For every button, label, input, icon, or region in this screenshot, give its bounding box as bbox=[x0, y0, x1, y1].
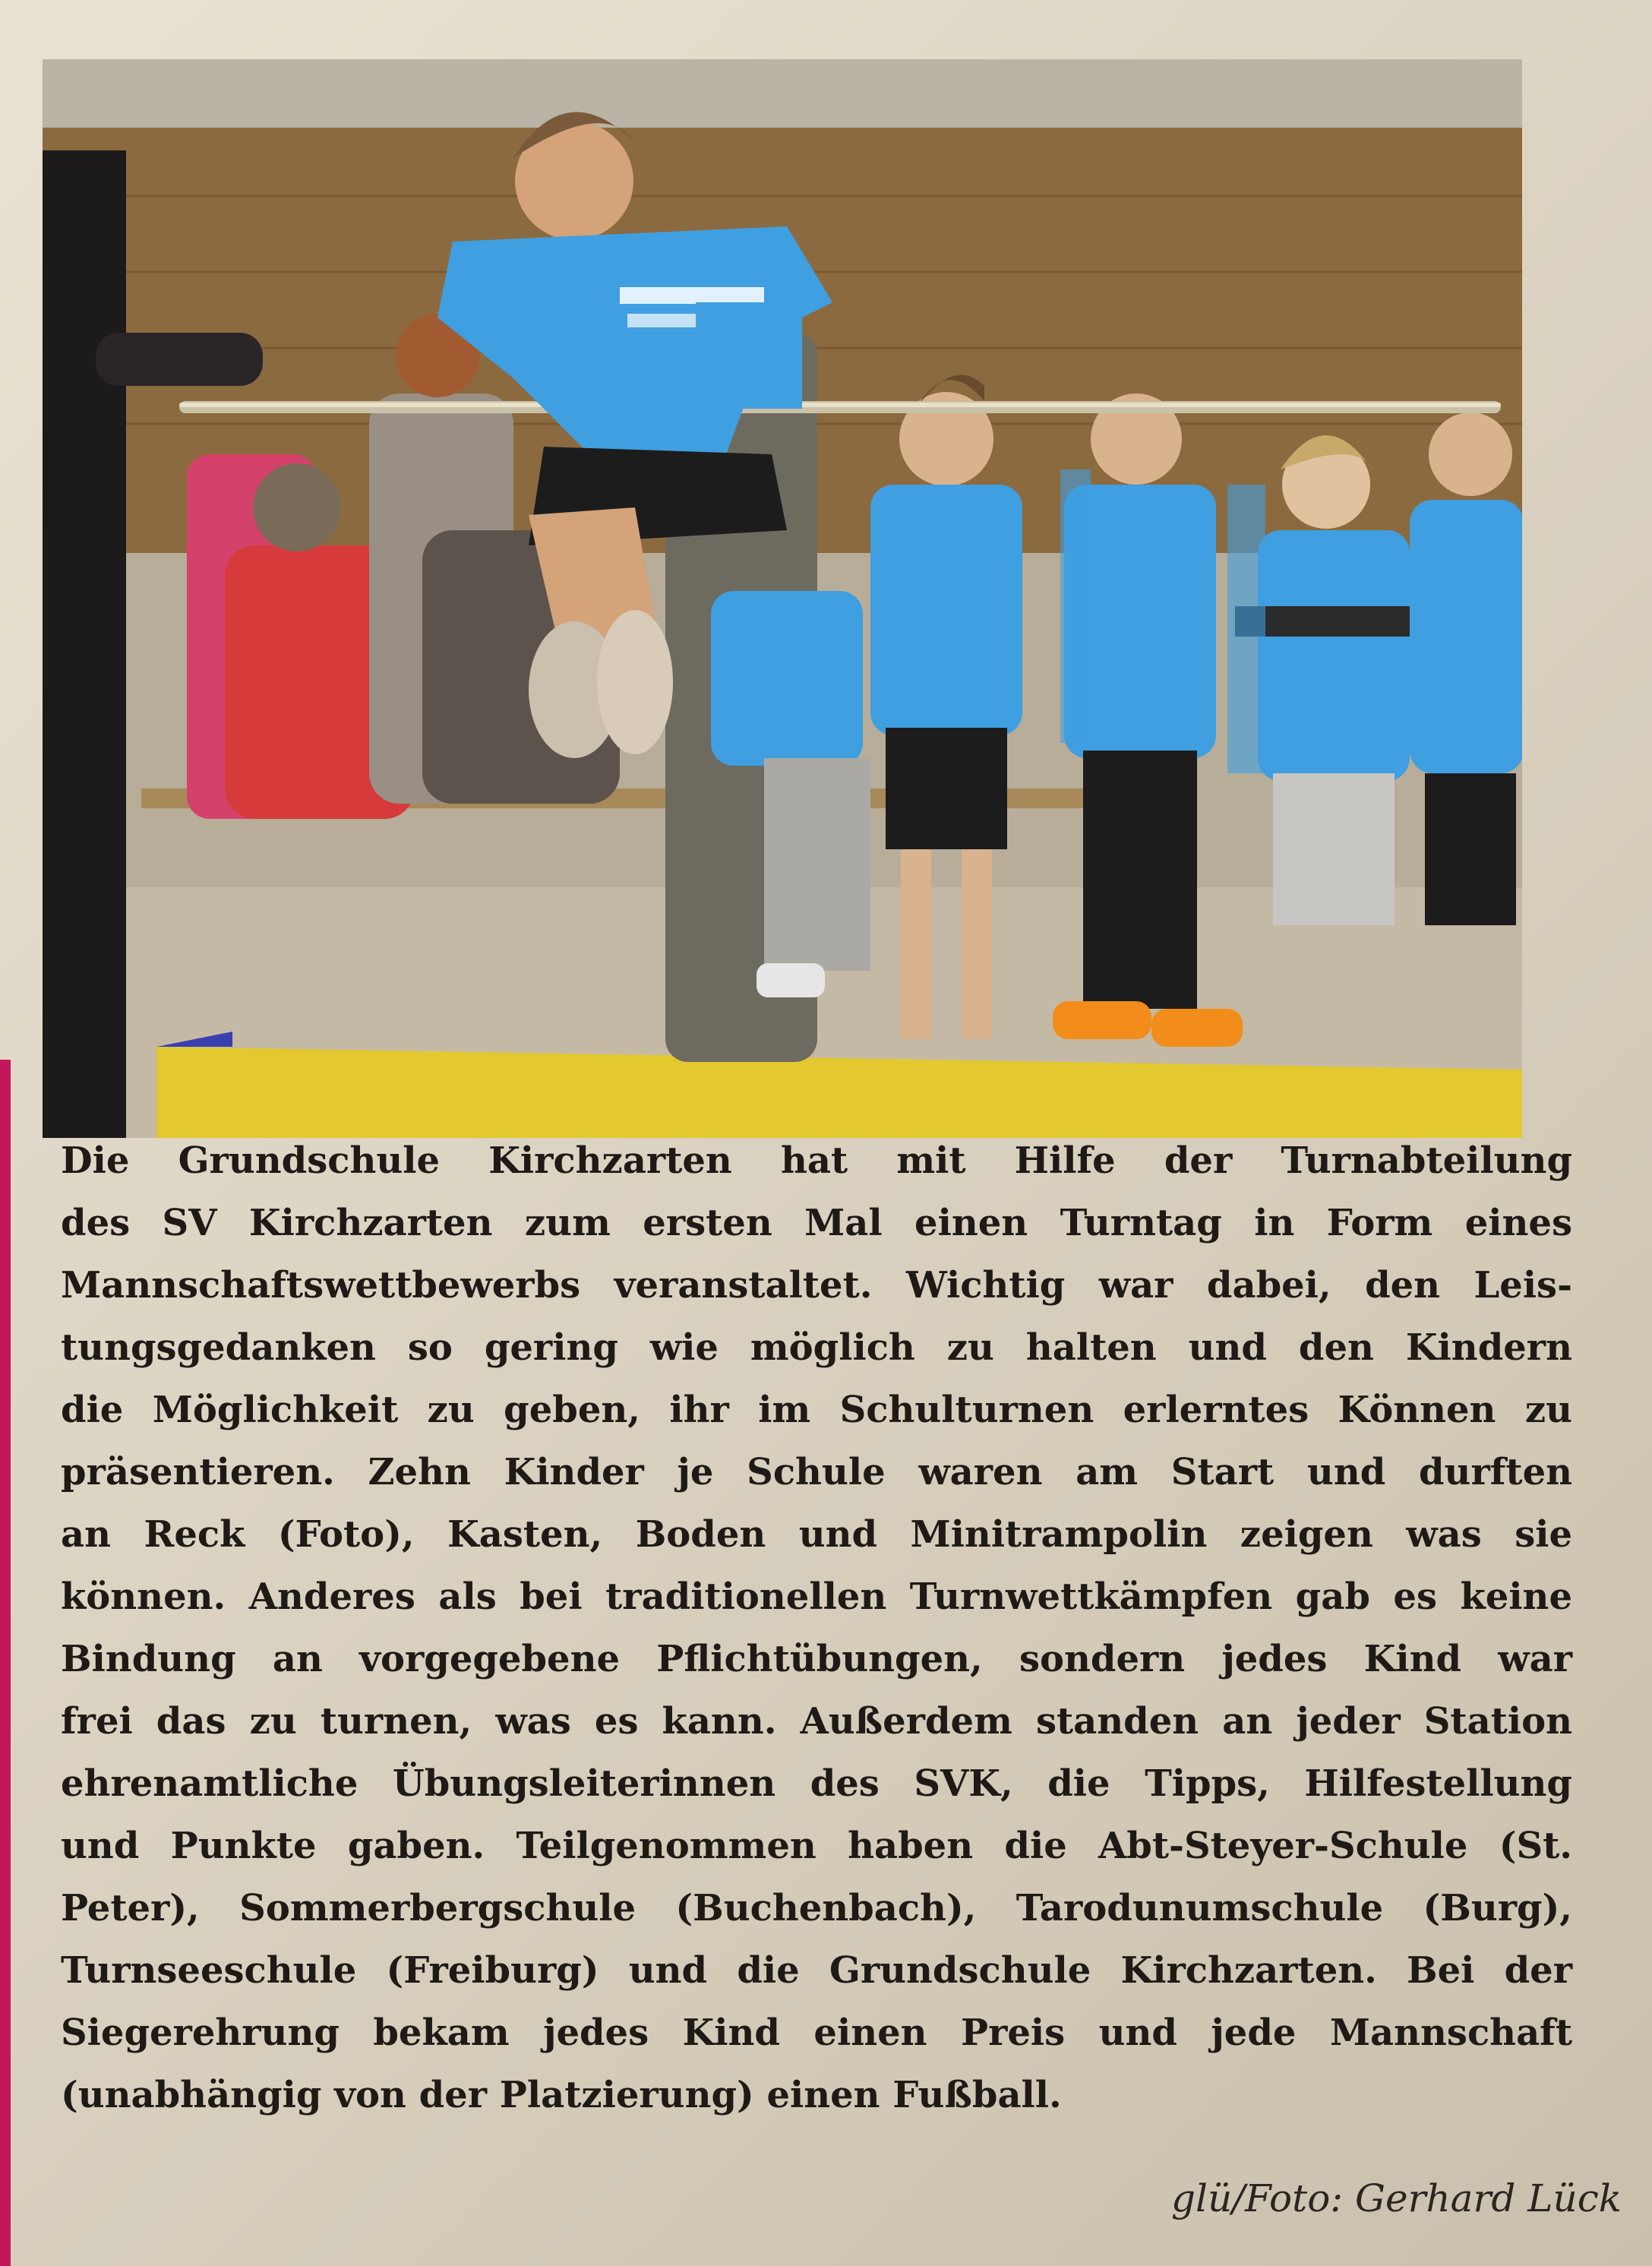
caption-line: Die Grundschule Kirchzarten hat mit Hilfe der Turnabteilung bbox=[61, 1139, 1572, 1182]
adjacent-page-color-strip bbox=[0, 1060, 11, 2266]
photo-credit: glü/Foto: Gerhard Lück bbox=[1171, 2176, 1622, 2220]
caption-line: (unabhängig von der Platzierung) einen Fußball. bbox=[61, 2074, 1062, 2116]
gymnastics-photo bbox=[43, 59, 1522, 1138]
caption-line: die Möglichkeit zu geben, ihr im Schulturnen erlerntes Können zu bbox=[61, 1389, 1572, 1431]
caption-line: Siegerehrung bekam jedes Kind einen Preis und jede Mannschaft bbox=[61, 2012, 1572, 2054]
caption-line: Mannschaftswettbewerbs veranstaltet. Wichtig war dabei, den Leis- bbox=[61, 1264, 1572, 1307]
photo-caption bbox=[61, 1138, 1572, 2179]
caption-line: Turnseeschule (Freiburg) und die Grundschule Kirchzarten. Bei der bbox=[61, 1949, 1572, 1992]
caption-line: Peter), Sommerbergschule (Buchenbach), Tarodunumschule (Burg), bbox=[61, 1887, 1572, 1929]
caption-line: frei das zu turnen, was es kann. Außerdem standen an jeder Station bbox=[61, 1700, 1572, 1743]
caption-line: und Punkte gaben. Teilgenommen haben die Abt-Steyer-Schule (St. bbox=[61, 1825, 1572, 1867]
caption-line: können. Anderes als bei traditionellen Turnwettkämpfen gab es keine bbox=[61, 1575, 1572, 1618]
caption-line: an Reck (Foto), Kasten, Boden und Minitrampolin zeigen was sie bbox=[61, 1513, 1572, 1556]
caption-line: präsentieren. Zehn Kinder je Schule waren am Start und durften bbox=[61, 1451, 1572, 1493]
caption-line: ehrenamtliche Übungsleiterinnen des SVK, die Tipps, Hilfestellung bbox=[61, 1762, 1572, 1805]
caption-line: Bindung an vorgegebene Pflichtübungen, sondern jedes Kind war bbox=[61, 1638, 1572, 1680]
caption-line: tungsgedanken so gering wie möglich zu halten und den Kindern bbox=[61, 1326, 1572, 1369]
caption-line: des SV Kirchzarten zum ersten Mal einen Turntag in Form eines bbox=[61, 1202, 1572, 1244]
